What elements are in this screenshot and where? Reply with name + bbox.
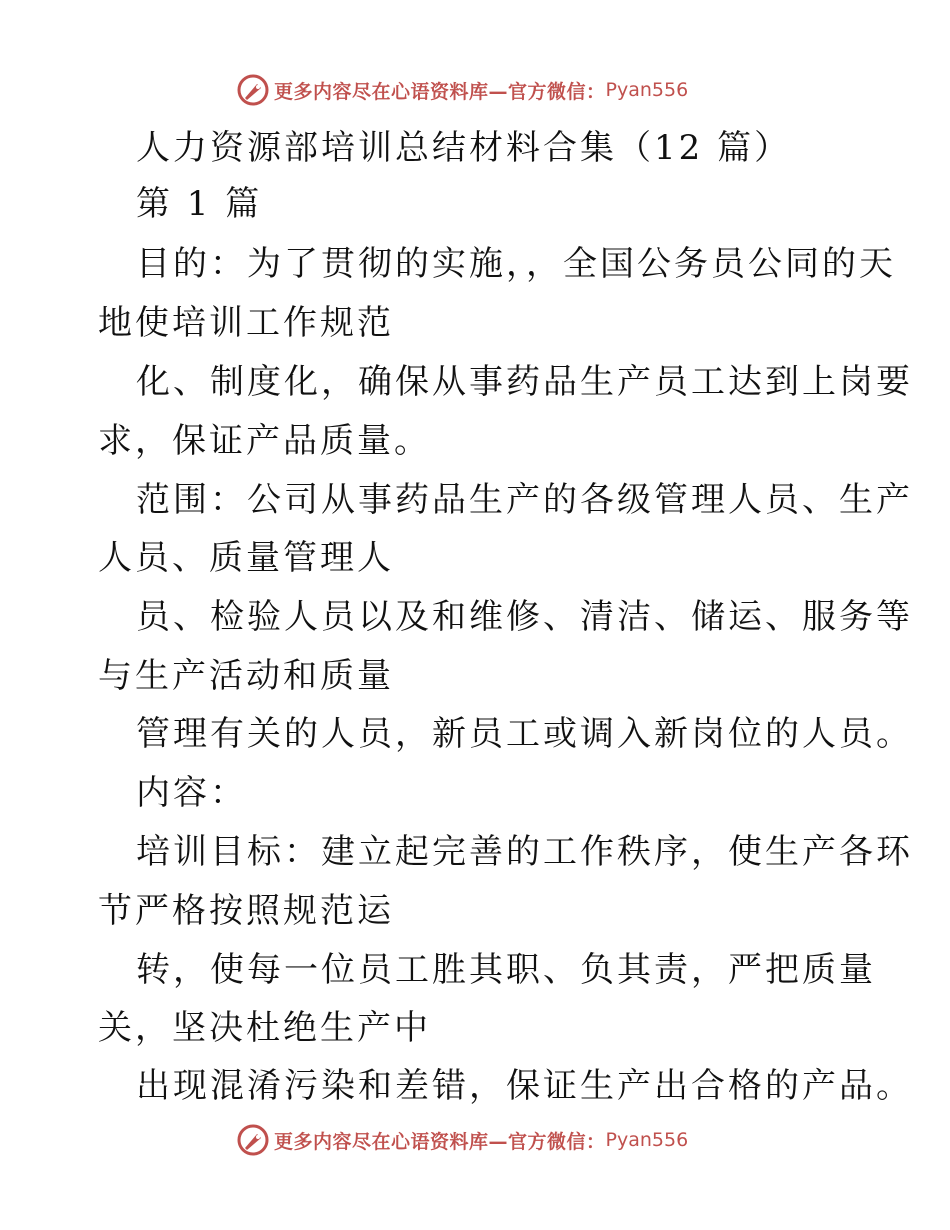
banner-text: 更多内容尽在心语资料库—官方微信： xyxy=(274,1130,606,1153)
text-line: 人员、质量管理人 xyxy=(98,538,394,578)
header-banner xyxy=(236,72,688,108)
footer-banner xyxy=(236,1122,688,1158)
banner-text: 更多内容尽在心语资料库—官方微信： xyxy=(274,80,606,103)
text-line: 培训目标：建立起完善的工作秩序，使生产各环 xyxy=(136,832,913,872)
text-line: 出现混淆污染和差错，保证生产出合格的产品。 xyxy=(136,1066,913,1106)
text-line: 关，坚决杜绝生产中 xyxy=(98,1008,431,1048)
text-line: 地使培训工作规范 xyxy=(98,303,394,343)
text-line: 化、制度化，确保从事药品生产员工达到上岗要 xyxy=(136,362,913,402)
text-line: 员、检验人员以及和维修、清洁、储运、服务等 xyxy=(136,597,913,637)
text-line: 目的：为了贯彻的实施，，全国公务员公同的天 xyxy=(136,244,896,284)
text-line: 转，使每一位员工胜其职、负其责，严把质量 xyxy=(136,950,876,990)
pen-nib-icon xyxy=(236,1123,270,1157)
text-line: 节严格按照规范运 xyxy=(98,891,394,931)
text-line: 管理有关的人员，新员工或调入新岗位的人员。 xyxy=(136,714,913,754)
text-line: 范围：公司从事药品生产的各级管理人员、生产 xyxy=(136,480,913,520)
document-title: 人力资源部培训总结材料合集（12 篇） xyxy=(136,128,792,168)
wechat-id: Pyan556 xyxy=(605,1129,689,1151)
wechat-id: Pyan556 xyxy=(605,79,689,101)
text-line: 内容： xyxy=(136,773,247,813)
text-line: 与生产活动和质量 xyxy=(98,656,394,696)
text-line: 求，保证产品质量。 xyxy=(98,421,431,461)
section-heading: 第 1 篇 xyxy=(136,184,263,224)
pen-nib-icon xyxy=(236,73,270,107)
